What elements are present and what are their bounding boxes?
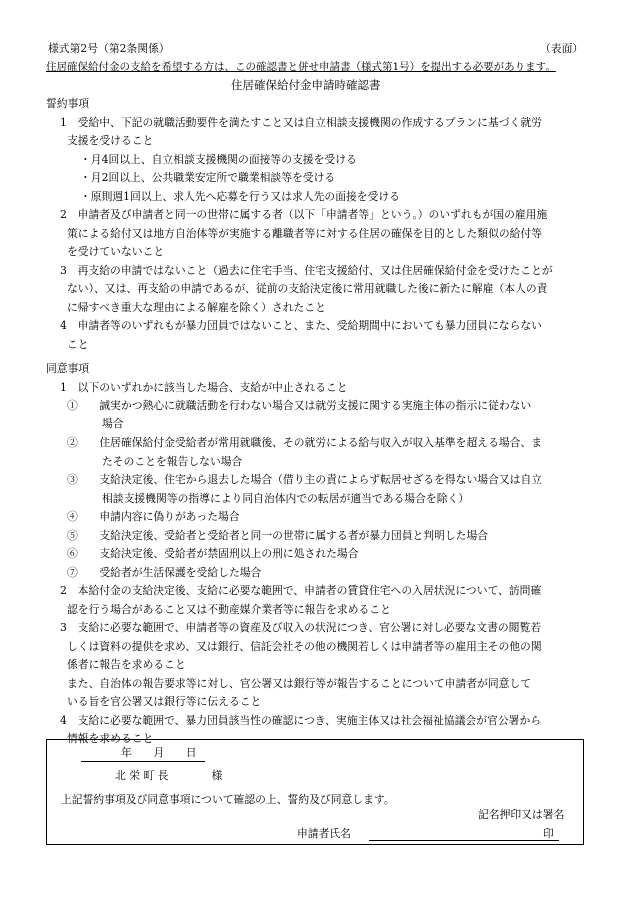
date-field[interactable]: 年 月 日 xyxy=(121,746,197,759)
pledge-line: 3 再支給の申請ではないこと（過去に住宅手当、住宅支援給付、又は住居確保給付金を受けたことが xyxy=(60,264,553,277)
consent-line: 情報を求めること xyxy=(67,732,154,745)
front-side-label: （表面） xyxy=(540,42,584,55)
addressee: 北 栄 町 長 様 xyxy=(115,769,223,782)
date-underline xyxy=(81,761,205,762)
consent-line: ⑤ 支給決定後、受給者と受給者と同一の世帯に属する者が暴力団員と判明した場合 xyxy=(67,529,489,542)
consent-line: 認を行う場合があること又は不動産媒介業者等に報告を求めること xyxy=(67,603,391,616)
consent-line: たそのことを報告しない場合 xyxy=(102,455,243,468)
consent-line: 1 以下のいずれかに該当した場合、支給が中止されること xyxy=(60,381,348,394)
consent-line: 係者に報告を求めること xyxy=(67,658,186,671)
form-number: 様式第2号（第2条関係） xyxy=(48,42,170,55)
consent-line: いる旨を官公署又は銀行等に伝えること xyxy=(67,695,262,708)
consent-heading: 同意事項 xyxy=(46,362,90,375)
pledge-line: ・月2回以上、公共職業安定所で職業相談等を受ける xyxy=(80,171,336,184)
pledge-line: 4 申請者等のいずれもが暴力団員ではないこと、また、受給期間中においても暴力団員にならない xyxy=(60,319,542,332)
consent-line: 4 支給に必要な範囲で、暴力団員該当性の確認につき、実施主体又は社会福祉協議会が官公署から xyxy=(60,714,542,727)
submission-notice: 住居確保給付金の支給を希望する方は、この確認書と併せ申請書（様式第1号）を提出する必要があります。 xyxy=(46,61,556,73)
consent-line: 場合 xyxy=(102,417,124,430)
seal-mark: 印 xyxy=(543,827,554,840)
consent-line: また、自治体の報告要求等に対し、官公署又は銀行等が報告することについて申請者が同意して xyxy=(67,677,532,690)
pledge-line: 2 申請者及び申請者と同一の世帯に属する者（以下「申請者等」という。）のいずれもが国の雇用施 xyxy=(60,208,548,221)
consent-line: ⑦ 受給者が生活保護を受給した場合 xyxy=(67,566,262,579)
consent-line: ④ 申請内容に偽りがあった場合 xyxy=(67,510,240,523)
pledge-line: を受けていないこと xyxy=(67,245,165,258)
pledge-line: ない）、又は、再支給の申請であるが、従前の支給決定後に常用就職した後に新たに解雇（本人の責 xyxy=(67,282,548,295)
pledge-line: ・月4回以上、自立相談支援機関の面接等の支援を受ける xyxy=(80,153,357,166)
consent-line: 3 支給に必要な範囲で、申請者等の資産及び収入の状況につき、官公署に対し必要な文書の閲覧若 xyxy=(60,621,542,634)
pledge-line: ・原則週1回以上、求人先へ応募を行う又は求人先の面接を受ける xyxy=(80,190,400,203)
consent-statement: 上記誓約事項及び同意事項について確認の上、誓約及び同意します。 xyxy=(61,793,395,806)
signature-box xyxy=(46,739,584,845)
pledge-line: 支援を受けること xyxy=(67,134,154,147)
pledge-heading: 誓約事項 xyxy=(46,97,90,110)
consent-line: ① 誠実かつ熱心に就職活動を行わない場合又は就労支援に関する実施主体の指示に従わない xyxy=(67,399,532,412)
pledge-line: 策による給付又は地方自治体等が実施する離職者等に対する住居の確保を目的とした類似の給付等 xyxy=(67,227,543,240)
consent-line: ② 住居確保給付金受給者が常用就職後、その就労による給与収入が収入基準を超える場合、ま xyxy=(67,436,543,449)
consent-line: ③ 支給決定後、住宅から退去した場合（借り主の責によらず転居せざるを得ない場合又は自立 xyxy=(67,473,543,486)
consent-line: しくは資料の提供を求め、又は銀行、信託会社その他の機関若しくは申請者等の雇用主その他の関 xyxy=(67,640,542,653)
applicant-name-field[interactable] xyxy=(369,840,559,841)
pledge-line: 1 受給中、下記の就職活動要件を満たすこと又は自立相談支援機関の作成するプランに基づく就労 xyxy=(60,116,542,129)
document-title: 住居確保給付金申請時確認書 xyxy=(231,78,381,92)
pledge-line: に帰すべき重大な理由による解雇を除く）されたこと xyxy=(67,301,326,314)
consent-line: 相談支援機関等の指導により同自治体内での転居が適当である場合を除く） xyxy=(102,492,470,505)
seal-or-signature-note: 記名押印又は署名 xyxy=(478,808,565,821)
consent-line: ⑥ 支給決定後、受給者が禁固刑以上の刑に処された場合 xyxy=(67,547,359,560)
consent-line: 2 本給付金の支給決定後、支給に必要な範囲で、申請者の賃貸住宅への入居状況について、訪問確 xyxy=(60,584,542,597)
applicant-name-label: 申請者氏名 xyxy=(297,827,351,840)
pledge-line: こと xyxy=(67,338,89,351)
